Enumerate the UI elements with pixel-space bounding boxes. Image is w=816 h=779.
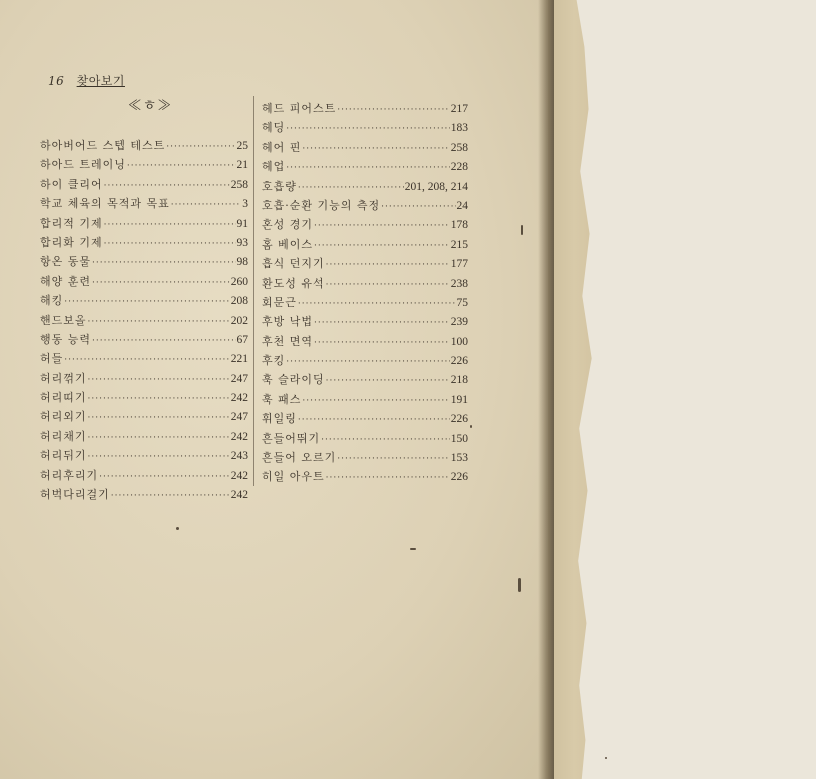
- paper-speck: [518, 578, 521, 592]
- paper-speck: [605, 757, 607, 759]
- index-page-ref: 243: [230, 450, 248, 463]
- dot-leader: [326, 372, 450, 391]
- index-term: 혼성 경기: [262, 218, 314, 232]
- dot-leader: [314, 217, 450, 236]
- index-term: 항온 동물: [40, 255, 92, 269]
- index-entry: [262, 332, 468, 351]
- index-page-ref: 150: [450, 432, 468, 445]
- dot-leader: [326, 469, 450, 488]
- index-term: 회문근: [262, 295, 297, 309]
- index-page-ref: 93: [236, 236, 248, 249]
- dot-leader: [64, 293, 229, 312]
- index-term: 헤딩: [262, 121, 286, 135]
- index-page-ref: 247: [230, 411, 248, 424]
- index-entry: [262, 196, 468, 215]
- index-entry: [40, 272, 248, 291]
- dot-leader: [302, 140, 449, 159]
- index-page-ref: 201, 208, 214: [404, 180, 468, 193]
- dot-leader: [166, 138, 235, 157]
- index-page-ref: 217: [450, 103, 468, 115]
- index-term: 훅 슬라이딩: [262, 373, 325, 387]
- dot-leader: [111, 487, 230, 506]
- index-entry: [40, 388, 248, 407]
- index-term: 행동 능력: [40, 332, 92, 346]
- page-title: 찾아보기: [76, 74, 125, 88]
- index-entry: [40, 446, 248, 465]
- index-term: 학교 체육의 목적과 목표: [40, 197, 170, 211]
- book-gutter: [538, 0, 554, 779]
- index-entry: [40, 466, 248, 485]
- dot-leader: [88, 371, 230, 390]
- dot-leader: [314, 237, 450, 256]
- dot-leader: [326, 256, 450, 275]
- page-header: [48, 72, 125, 89]
- index-page-ref: 91: [236, 217, 248, 230]
- index-term: 합리화 기제: [40, 235, 103, 249]
- index-page-ref: 100: [450, 335, 468, 348]
- index-entry: [262, 215, 468, 234]
- index-term: 허리띠기: [40, 391, 87, 405]
- index-entry: [262, 177, 468, 196]
- index-page-ref: 153: [450, 452, 468, 465]
- index-entry: [40, 311, 248, 330]
- index-entry: [40, 136, 248, 155]
- index-entry: [40, 485, 248, 504]
- index-entry: [262, 254, 468, 273]
- dot-leader: [298, 295, 456, 314]
- index-term: 흔들어 오르기: [262, 451, 337, 465]
- index-page-ref: 258: [230, 178, 248, 191]
- dot-leader: [88, 390, 230, 409]
- index-page-ref: 183: [450, 122, 468, 135]
- index-entry: [262, 99, 468, 118]
- index-term: 해양 훈련: [40, 274, 92, 288]
- dot-leader: [88, 313, 230, 332]
- dot-leader: [104, 216, 236, 235]
- dot-leader: [321, 431, 450, 450]
- paper-speck: [521, 225, 523, 235]
- index-page-ref: 239: [450, 316, 468, 329]
- index-page-ref: 226: [450, 355, 468, 368]
- index-entry: [262, 390, 468, 409]
- dot-leader: [314, 314, 450, 333]
- index-page-ref: 98: [236, 256, 248, 269]
- index-entry: [40, 369, 248, 388]
- index-term: 후방 낙법: [262, 315, 314, 329]
- index-entry: [262, 351, 468, 370]
- index-entry: [262, 274, 468, 293]
- index-page-ref: 208: [230, 295, 248, 308]
- index-page-ref: 24: [456, 199, 468, 212]
- index-page-ref: 242: [230, 430, 248, 443]
- index-entry: [40, 252, 248, 271]
- index-page-ref: 226: [450, 471, 468, 484]
- index-entry: [262, 370, 468, 389]
- index-term: 허벅다리걸기: [40, 488, 110, 502]
- index-term: 하아버어드 스텝 테스트: [40, 139, 166, 152]
- index-term: 해킹: [40, 294, 64, 308]
- index-term: 호흡·순환 기능의 측정: [262, 198, 381, 212]
- index-entry: [262, 293, 468, 312]
- index-term: 하이 클리어: [40, 177, 103, 191]
- index-entry: [40, 330, 248, 349]
- index-column-right: [262, 99, 468, 487]
- index-term: 허들: [40, 352, 64, 366]
- index-term: 헤업: [262, 160, 286, 174]
- index-page-ref: 247: [230, 372, 248, 385]
- dot-leader: [88, 429, 230, 448]
- index-column-left: [40, 136, 248, 504]
- dot-leader: [314, 334, 450, 353]
- index-entry: [40, 175, 248, 194]
- dot-leader: [298, 411, 450, 430]
- paper-speck: [470, 425, 472, 428]
- index-page-ref: 242: [230, 489, 248, 502]
- index-term: 흡식 던지기: [262, 257, 325, 271]
- index-entry: [262, 235, 468, 254]
- index-term: 허리꺾기: [40, 371, 87, 385]
- index-term: 후천 면역: [262, 334, 314, 348]
- dot-leader: [92, 332, 235, 351]
- index-entry: [262, 118, 468, 137]
- index-page-ref: 221: [230, 353, 248, 366]
- index-term: 하아드 트레이닝: [40, 158, 126, 172]
- index-entry: [262, 448, 468, 467]
- dot-leader: [92, 274, 230, 293]
- index-entry: [262, 157, 468, 176]
- index-page-ref: 258: [450, 141, 468, 154]
- index-page-ref: 228: [450, 161, 468, 174]
- dot-leader: [337, 450, 449, 469]
- index-term: 허리외기: [40, 410, 87, 424]
- dot-leader: [286, 159, 449, 178]
- index-term: 홈 베이스: [262, 237, 314, 251]
- index-term: 히일 아우트: [262, 470, 325, 484]
- index-entry: [262, 138, 468, 157]
- dot-leader: [88, 448, 230, 467]
- index-term: 휘일링: [262, 412, 297, 426]
- dot-leader: [326, 276, 450, 295]
- index-page-ref: 202: [230, 314, 248, 327]
- index-page-ref: 260: [230, 275, 248, 288]
- index-page-ref: 242: [230, 469, 248, 482]
- index-entry: [40, 291, 248, 310]
- index-entry: [262, 312, 468, 331]
- index-term: 헤드 피어스트: [262, 102, 337, 115]
- right-page: [548, 0, 816, 779]
- index-page-ref: 21: [236, 159, 248, 172]
- dot-leader: [381, 198, 455, 217]
- index-page-ref: 238: [450, 277, 468, 290]
- dot-leader: [127, 157, 236, 176]
- index-entry: [262, 429, 468, 448]
- dot-leader: [92, 254, 235, 273]
- dot-leader: [171, 196, 242, 215]
- index-page-ref: 226: [450, 413, 468, 426]
- section-heading: ≪ㅎ≫: [127, 98, 173, 114]
- paper-speck: [410, 548, 416, 550]
- index-page-ref: 177: [450, 258, 468, 271]
- index-page-ref: 178: [450, 219, 468, 232]
- dot-leader: [99, 468, 230, 487]
- index-entry: [40, 349, 248, 368]
- dot-leader: [286, 120, 449, 139]
- index-term: 후킹: [262, 354, 286, 368]
- index-entry: [262, 409, 468, 428]
- index-term: 호흡량: [262, 179, 297, 193]
- dot-leader: [88, 409, 230, 428]
- index-term: 허리후리기: [40, 468, 99, 482]
- index-term: 훅 패스: [262, 392, 302, 406]
- index-term: 헤어 핀: [262, 140, 302, 154]
- index-entry: [40, 194, 248, 213]
- dot-leader: [64, 351, 229, 370]
- index-page-ref: 242: [230, 392, 248, 405]
- index-term: 환도성 유석: [262, 276, 325, 290]
- index-entry: [40, 155, 248, 174]
- page-number: 16: [48, 74, 65, 88]
- index-page-ref: 75: [456, 296, 468, 309]
- index-page-ref: 215: [450, 238, 468, 251]
- index-entry: [40, 214, 248, 233]
- index-entry: [40, 407, 248, 426]
- index-page-ref: 3: [242, 198, 248, 211]
- index-page-ref: 191: [450, 393, 468, 406]
- index-page-ref: 25: [236, 140, 248, 152]
- index-term: 흔들어뛰기: [262, 431, 321, 445]
- dot-leader: [337, 101, 449, 120]
- dot-leader: [302, 392, 449, 411]
- index-term: 허리뒤기: [40, 449, 87, 463]
- index-term: 합리적 기제: [40, 216, 103, 230]
- paper-speck: [176, 527, 179, 530]
- index-page-ref: 67: [236, 333, 248, 346]
- index-entry: [40, 427, 248, 446]
- index-entry: [262, 467, 468, 486]
- index-term: 허리채기: [40, 429, 87, 443]
- dot-leader: [104, 235, 236, 254]
- index-term: 핸드보올: [40, 313, 87, 327]
- column-divider: [253, 96, 254, 486]
- index-entry: [40, 233, 248, 252]
- index-page-ref: 218: [450, 374, 468, 387]
